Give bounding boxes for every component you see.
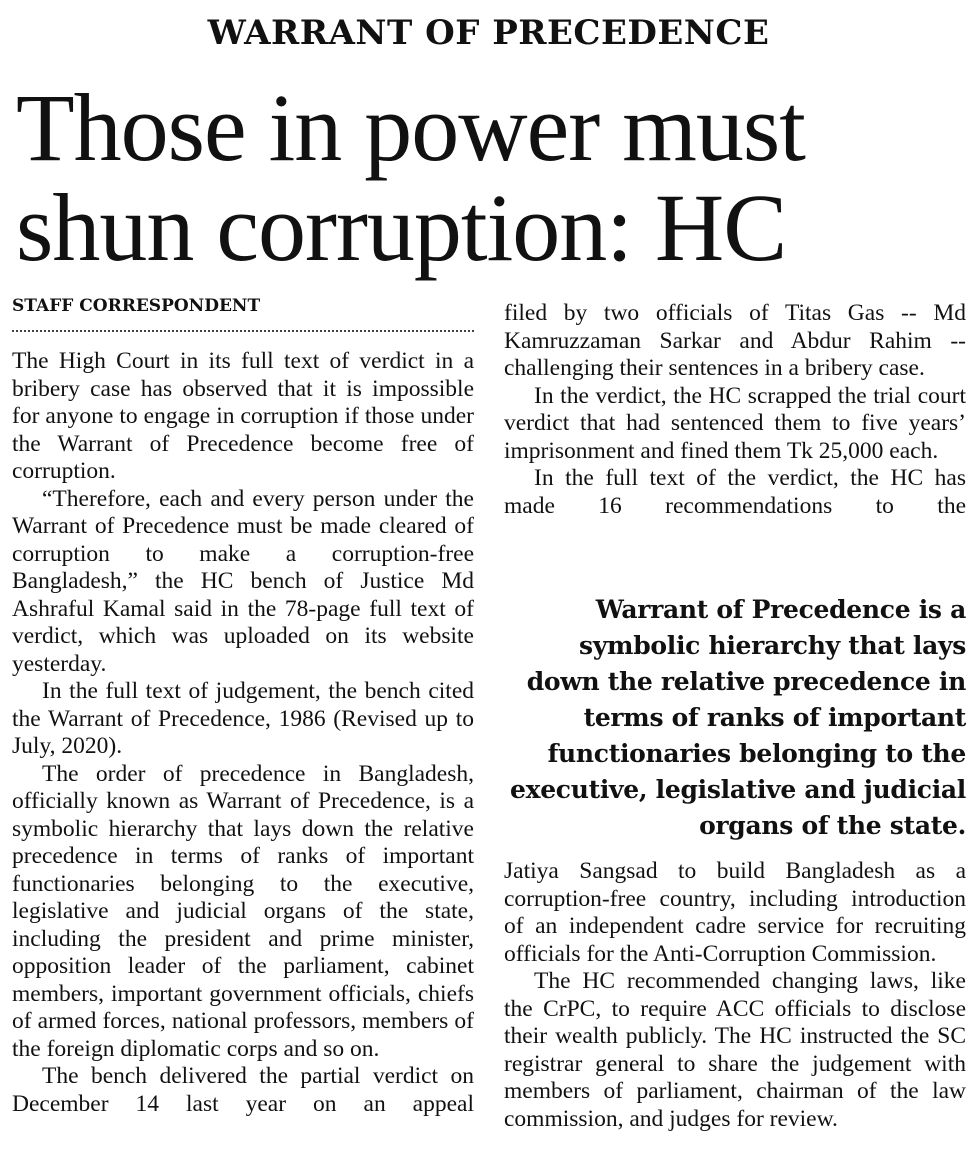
pull-quote: Warrant of Precedence is a symbolic hierarchy that lays down the relative precedence in terms of ranks of important functionaries belonging to the executive, legislative and judicial organs of the state. bbox=[509, 595, 966, 840]
paragraph: filed by two officials of Titas Gas -- Md Kamruzzaman Sarkar and Abdur Rahim -- challenging their sentences in a bribery case. bbox=[504, 300, 966, 381]
paragraph: The High Court in its full text of verdict in a bribery case has observed that it is impossible for anyone to engage in corruption if those under the Warrant of Precedence become free of corruption. bbox=[12, 348, 474, 484]
column-right-bottom bbox=[504, 858, 966, 1133]
paragraph: In the verdict, the HC scrapped the trial court verdict that had sentenced them to five years’ imprisonment and fined them Tk 25,000 each. bbox=[504, 382, 966, 464]
column-left bbox=[12, 348, 474, 1118]
paragraph: The bench delivered the partial verdict on December 14 last year on an appeal bbox=[12, 1063, 474, 1117]
paragraph: The order of precedence in Bangladesh, officially known as Warrant of Precedence, is a symbolic hierarchy that lays down the relative precedence in terms of ranks of important functionaries belonging to the executive, legislative and judicial organs of the state, including the president and prime minister, opposition leader of the parliament, cabinet members, important government officials, chiefs of armed forces, national professors, members of the foreign diplomatic corps and so on. bbox=[12, 760, 474, 1062]
byline-divider bbox=[12, 330, 474, 332]
paragraph: In the full text of the verdict, the HC has made 16 recommendations to the bbox=[504, 465, 966, 519]
paragraph: Jatiya Sangsad to build Bangladesh as a corruption-free country, including introduction of an independent cadre service for recruiting officials for the Anti-Corruption Commission. bbox=[504, 858, 966, 967]
headline bbox=[16, 74, 966, 281]
paragraph: In the full text of judgement, the bench cited the Warrant of Precedence, 1986 (Revised up to July, 2020). bbox=[12, 678, 474, 759]
column-right-top bbox=[504, 300, 966, 520]
paragraph: The HC recommended changing laws, like the CrPC, to require ACC officials to disclose their wealth publicly. The HC instructed the SC registrar general to share the judgement with members of parliament, chairman of the law commission, and judges for review. bbox=[504, 968, 966, 1132]
headline-line-2: shun corruption: HC bbox=[16, 174, 787, 281]
headline-line-1: Those in power must bbox=[16, 74, 805, 181]
section-kicker: WARRANT OF PRECEDENCE bbox=[207, 13, 770, 53]
byline: STAFF CORRESPONDENT bbox=[12, 296, 261, 316]
paragraph: “Therefore, each and every person under the Warrant of Precedence must be made cleared of corruption to make a corruption-free Bangladesh,” the HC bench of Justice Md Ashraful Kamal said in the 78-page full text of verdict, which was uploaded on its website yesterday. bbox=[12, 485, 474, 677]
